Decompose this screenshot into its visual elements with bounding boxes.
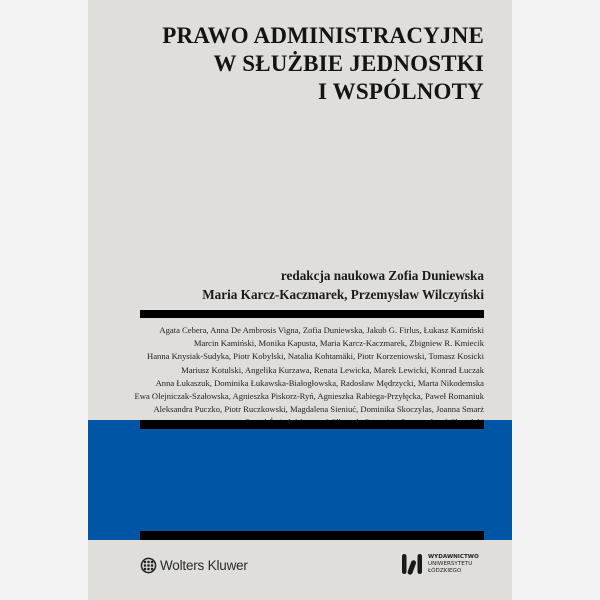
title-line: W SŁUŻBIE JEDNOSTKI <box>213 51 484 76</box>
band-bottom-bar <box>140 531 484 540</box>
contributors-line: Marcin Kamiński, Monika Kapusta, Maria Karcz-Kaczmarek, Zbigniew R. Kmiecik <box>193 338 484 349</box>
band-top-bar <box>140 420 484 429</box>
divider-bar <box>140 310 484 318</box>
wolters-kluwer-name: Wolters Kluwer <box>160 558 248 573</box>
contributors-line: Mariusz Kotulski, Angelika Kurzawa, Renata Lewicka, Marek Lewicki, Konrad Łuczak <box>181 364 484 375</box>
contributors-line: Aleksandra Puczko, Piotr Ruczkowski, Magdalena Sieniuć, Dominika Skoczylas, Joanna Smarż <box>153 404 484 415</box>
wul-name: WYDAWNICTWO UNIWERSYTETU ŁÓDZKIEGO <box>428 553 479 574</box>
wolters-kluwer-logo <box>140 557 248 574</box>
editors <box>202 266 484 304</box>
editors-line: redakcja naukowa Zofia Duniewska <box>280 268 484 283</box>
contributors-line: Ewa Olejniczak-Szałowska, Agnieszka Piskorz-Ryń, Agnieszka Rabiega-Przyłęcka, Paweł Romaniuk <box>134 391 484 402</box>
title-line: PRAWO ADMINISTRACYJNE <box>162 23 484 48</box>
wul-logo-icon <box>401 553 423 575</box>
title-line: I WSPÓLNOTY <box>317 79 484 104</box>
wul-logo <box>401 553 479 575</box>
contributors-line: Hanna Knysiak-Sudyka, Piotr Kobylski, Natalia Kohtamäki, Piotr Korzeniowski, Tomasz Kosicki <box>147 351 484 362</box>
book-cover <box>88 0 512 600</box>
editors-line: Maria Karcz-Kaczmarek, Przemysław Wilczyński <box>202 287 484 302</box>
contributors-line: Agata Cebera, Anna De Ambrosis Vigna, Zofia Duniewska, Jakub G. Firlus, Łukasz Kamiński <box>159 325 484 335</box>
contributors-line: Anna Łukaszuk, Dominika Łukawska-Białogłowska, Radosław Mędrzycki, Marta Nikodemska <box>155 377 484 388</box>
contributors-list <box>134 324 484 430</box>
blue-band <box>88 420 512 540</box>
wolters-kluwer-logo-icon <box>140 557 157 574</box>
book-title <box>162 22 484 106</box>
